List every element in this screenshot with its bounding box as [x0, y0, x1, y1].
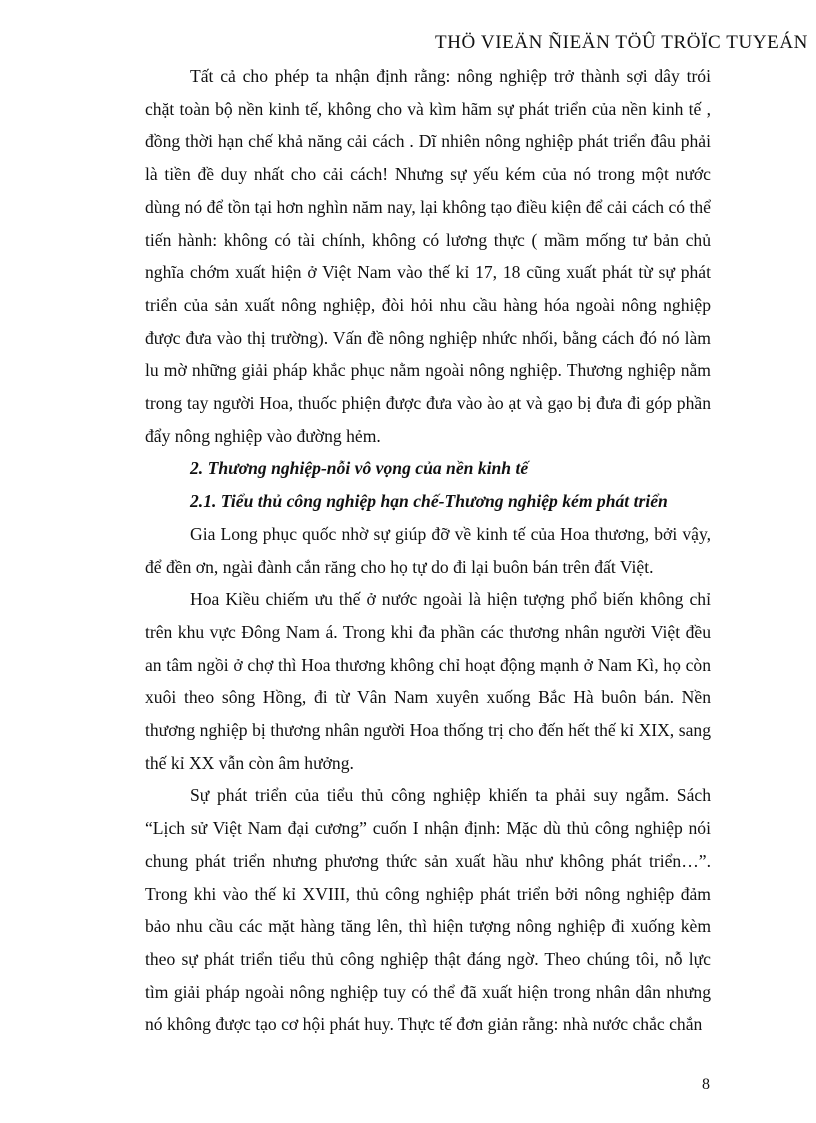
paragraph: Tất cả cho phép ta nhận định rằng: nông nghiệp trở thành sợi dây trói chặt toàn bộ nền kinh tế, không cho và kìm hãm sự phát triển của nền kinh tế , đồng thời hạn chế khả năng cải cách . Dĩ nhiên nông nghiệp phát triển đâu phải là tiền đề duy nhất cho cải cách! Nhưng sự yếu kém của nó trong một nước dùng nó để tồn tại hơn nghìn năm nay, lại không tạo điều kiện để cải cách có thể tiến hành: không có tài chính, không có lương thực ( mầm mống tư bản chủ nghĩa chớm xuất hiện ở Việt Nam vào thế kỉ 17, 18 cũng xuất phát từ sự phát triển của sản xuất nông nghiệp, đòi hỏi nhu cầu hàng hóa ngoài nông nghiệp được đưa vào thị trường). Vấn đề nông nghiệp nhức nhối, bằng cách đó nó làm lu mờ những giải pháp khắc phục nằm ngoài nông nghiệp. Thương nghiệp nằm trong tay người Hoa, thuốc phiện được đưa vào ào ạt và gạo bị đưa đi góp phần đẩy nông nghiệp vào đường hẻm. — [145, 66, 711, 446]
paragraph: Gia Long phục quốc nhờ sự giúp đỡ về kinh tế của Hoa thương, bởi vậy, để đền ơn, ngài đành cắn răng cho họ tự do đi lại buôn bán trên đất Việt. — [145, 523, 711, 577]
section-heading: 2. Thương nghiệp-nỗi vô vọng của nền kinh tế — [190, 458, 529, 479]
running-header: THÖ VIEÄN ÑIEÄN TÖÛ TRÖÏC TUYEÁN — [435, 32, 808, 53]
paragraph: Hoa Kiều chiếm ưu thế ở nước ngoài là hiện tượng phổ biến không chỉ trên khu vực Đông Nam á. Trong khi đa phần các thương nhân người Việt đều an tâm ngồi ở chợ thì Hoa thương không chỉ hoạt động mạnh ở Nam Kì, họ còn xuôi theo sông Hồng, đi từ Vân Nam xuyên xuống Bắc Hà buôn bán. Nền thương nghiệp bị thương nhân người Hoa thống trị cho đến hết thế kỉ XIX, sang thế kỉ XX vẫn còn âm hưởng. — [145, 589, 711, 773]
page-number: 8 — [702, 1076, 710, 1093]
paragraph: Sự phát triển của tiểu thủ công nghiệp khiến ta phải suy ngẫm. Sách “Lịch sử Việt Nam đại cương” cuốn I nhận định: Mặc dù thủ công nghiệp nói chung phát triển nhưng phương thức sản xuất hầu như không phát triển…”. Trong khi vào thế kỉ XVIII, thủ công nghiệp phát triển bởi nông nghiệp đảm bảo nhu cầu các mặt hàng tăng lên, thì hiện tượng nông nghiệp đi xuống kèm theo sự phát triển tiểu thủ công nghiệp thật đáng ngờ. Theo chúng tôi, nỗ lực tìm giải pháp ngoài nông nghiệp tuy có thể đã xuất hiện trong nhân dân nhưng nó không được tạo cơ hội phát huy. Thực tế đơn giản rằng: nhà nước chắc chắn — [145, 785, 711, 1035]
subsection-heading: 2.1. Tiểu thủ công nghiệp hạn chế-Thương nghiệp kém phát triển — [190, 491, 668, 512]
body-text — [145, 60, 711, 1041]
